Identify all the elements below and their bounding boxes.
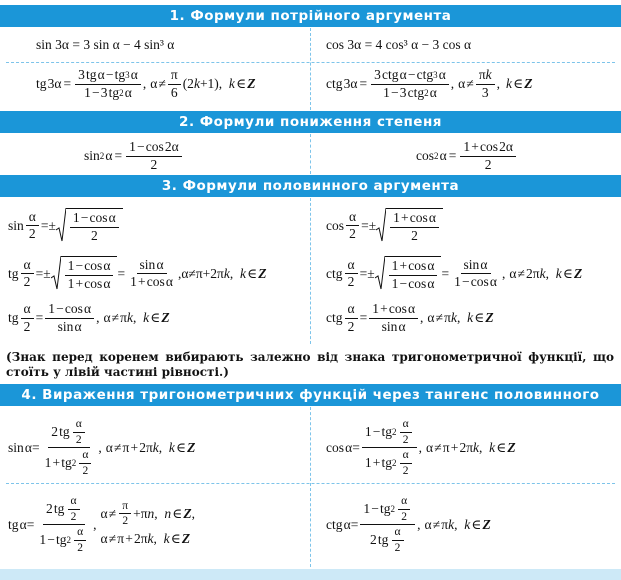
section-title: Формули половинного аргумента <box>182 178 460 194</box>
formula-sin-3a: sin 3α = 3 sin α − 4 sin³ α <box>36 37 175 52</box>
formula-tg-half-sqrt: tg $\frac{\alpha}{2}$ = ± 1 − cos α 1 + cos α = sin α 1 + cos α , α≠π+2πk, k ∈ Z <box>8 256 267 291</box>
section-3-header <box>0 175 621 197</box>
formula-cos-half: cos $\frac{\alpha}{2}$ = ± 1 + cos α 2 <box>326 208 443 244</box>
row-divider <box>6 483 615 484</box>
column-divider <box>310 134 311 174</box>
column-divider <box>310 407 311 567</box>
formula-sin-half: sin $\frac{\alpha}{2}$ = ± 1 − cos α 2 <box>8 208 123 244</box>
formula-tg-3a: tg 3 α = 3 tg α − tg 3 α 1 − 3 tg 2 α , α ≠ $\frac{\pi}{6}$ (2k+1), k ∈ Z <box>36 67 256 100</box>
condition-stack: α ≠ $\frac{\pi}{2}$ +π n , n ∈ Z , α ≠ π + 2πk, k ∈ Z <box>100 499 196 546</box>
section-number: 1. <box>169 8 186 24</box>
formula-ctg-via-tg-half: ctg α = 1 − tg 2 $\frac{\alpha}{2}$ 2 tg $\frac{\alpha}{2}$ , α ≠ πk, k ∈ Z <box>326 495 491 554</box>
formula-sin-via-tg-half: sin α = 2 tg $\frac{\alpha}{2}$ 1 + tg 2 $\frac{\alpha}{2}$ , α ≠ π + 2πk, k ∈ Z <box>8 418 196 477</box>
formula-sin-squared: sin 2 α = 1 − cos 2 α 2 <box>84 140 184 173</box>
section-title: Формули потрійного аргумента <box>190 8 452 24</box>
formula-cos-via-tg-half: cos α = 1 − tg 2 $\frac{\alpha}{2}$ 1 + tg 2 $\frac{\alpha}{2}$ , α ≠ π + 2πk, k ∈ Z <box>326 418 516 477</box>
square-root: 1 + cos α 1 − cos α <box>375 256 442 292</box>
formula-ctg-half-sqrt: ctg $\frac{\alpha}{2}$ = ± 1 + cos α 1 − cos α = sin α 1 − cos α , α ≠ 2πk, k ∈ Z <box>326 256 583 291</box>
section-number: 3. <box>161 178 178 194</box>
formula-tg-via-tg-half: tg α = 2 tg $\frac{\alpha}{2}$ 1 − tg 2 $\frac{\alpha}{2}$ , α ≠ $\frac{\pi}{2}$ +π n , n ∈ Z , α ≠ π + 2πk, k ∈ Z <box>8 495 196 554</box>
formula-ctg-half: ctg $\frac{\alpha}{2}$ = 1 + cos α sin α , α ≠ πk, k ∈ Z <box>326 301 494 334</box>
formula-tg-half: tg $\frac{\alpha}{2}$ = 1 − cos α sin α , α ≠ πk, k ∈ Z <box>8 301 170 334</box>
section-4-header <box>0 384 621 425</box>
section-title: Формули пониження степеня <box>199 114 442 130</box>
row-divider <box>6 62 615 63</box>
section-1-header <box>0 5 621 27</box>
square-root: 1 − cos α 2 <box>56 208 123 244</box>
column-divider <box>310 28 311 110</box>
section-2-header <box>0 111 621 133</box>
square-root: 1 + cos α 2 <box>376 208 443 244</box>
formula-cos-3a: cos 3α = 4 cos³ α − 3 cos α <box>326 37 472 52</box>
section-number: 2. <box>179 114 195 130</box>
bottom-bar <box>0 569 621 580</box>
section-title: Вираження тригонометричних функцій через тангенс половинного аргумента <box>42 387 600 425</box>
square-root: 1 − cos α 1 + cos α <box>51 256 118 292</box>
sign-note: (Знак перед коренем вибирають залежно від знака тригонометричної функції, що стоїть у лівій частині рівності.) <box>6 350 614 379</box>
formula-cos-squared: cos 2 α = 1 + cos 2 α 2 <box>416 140 518 173</box>
formula-ctg-3a: ctg 3 α = 3 ctg α − ctg 3 α 1 − 3 ctg 2 α , α ≠ π k 3 , k ∈ Z <box>326 67 533 100</box>
column-divider <box>310 198 311 344</box>
section-number: 4. <box>21 387 37 403</box>
